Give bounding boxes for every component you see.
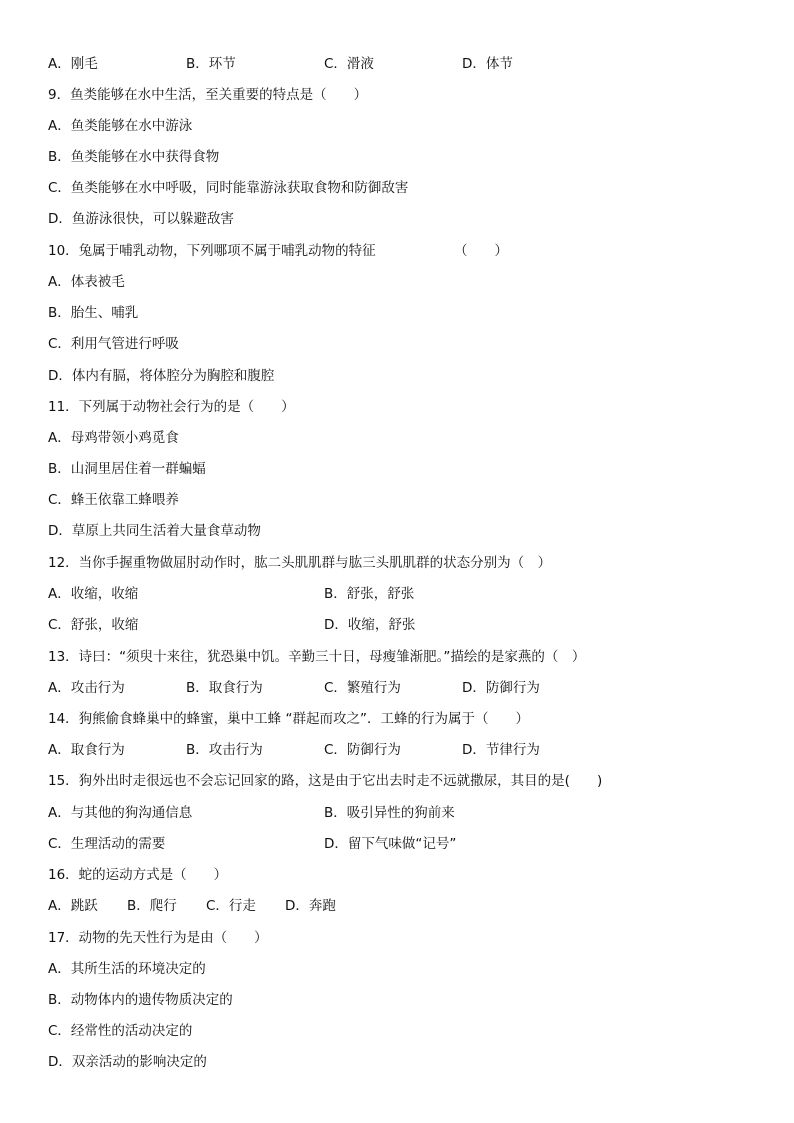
q9-option-c: C．鱼类能够在水中呼吸，同时能靠游泳获取食物和防御敌害 (48, 180, 409, 196)
q13-option-a: A．攻击行为 (48, 680, 125, 696)
q8-option-a: A．刚毛 (48, 56, 98, 72)
q15-option-c: C．生理活动的需要 (48, 836, 166, 852)
q14-stem: 14．狗熊偷食蜂巢中的蜂蜜，巢中工蜂 “群起而攻之”．工蜂的行为属于（ ） (48, 711, 529, 727)
q9-stem: 9．鱼类能够在水中生活，至关重要的特点是（ ） (48, 87, 368, 103)
q13-option-c: C．繁殖行为 (324, 680, 401, 696)
q12-option-c: C．舒张，收缩 (48, 617, 139, 633)
q13-option-b: B．取食行为 (186, 680, 263, 696)
q13-stem: 13．诗曰：“须臾十来往，犹恐巢中饥。辛勤三十日，母瘦雏渐肥。”描绘的是家燕的（ ） (48, 649, 586, 665)
q15-option-b: B．吸引异性的狗前来 (324, 805, 455, 821)
q17-stem: 17．动物的先天性行为是由（ ） (48, 930, 268, 946)
q10-stem: 10．兔属于哺乳动物，下列哪项不属于哺乳动物的特征 (48, 243, 376, 259)
q8-option-d: D．体节 (462, 56, 513, 72)
q12-option-d: D．收缩，舒张 (324, 617, 416, 633)
q17-option-a: A．其所生活的环境决定的 (48, 961, 206, 977)
q12-option-b: B．舒张，舒张 (324, 586, 415, 602)
q12-option-a: A．收缩，收缩 (48, 586, 139, 602)
q14-option-b: B．攻击行为 (186, 742, 263, 758)
q17-option-c: C．经常性的活动决定的 (48, 1023, 193, 1039)
q14-option-a: A．取食行为 (48, 742, 125, 758)
q12-stem: 12．当你手握重物做屈肘动作时，肱二头肌肌群与肱三头肌肌群的状态分别为（ ） (48, 555, 552, 571)
q16-option-d: D．奔跑 (285, 898, 336, 914)
q16-stem: 16．蛇的运动方式是（ ） (48, 867, 228, 883)
q8-option-c: C．滑液 (324, 56, 374, 72)
q14-option-c: C．防御行为 (324, 742, 401, 758)
q10-option-b: B．胎生、哺乳 (48, 305, 139, 321)
q10-answer-paren: （ ） (454, 243, 508, 259)
q9-option-b: B．鱼类能够在水中获得食物 (48, 149, 220, 165)
q16-option-a: A．跳跃 (48, 898, 98, 914)
q15-option-a: A．与其他的狗沟通信息 (48, 805, 193, 821)
q16-option-b: B．爬行 (127, 898, 177, 914)
q11-stem: 11．下列属于动物社会行为的是（ ） (48, 399, 295, 415)
q8-option-b: B．环节 (186, 56, 236, 72)
q11-option-a: A．母鸡带领小鸡觅食 (48, 430, 179, 446)
q16-option-c: C．行走 (206, 898, 256, 914)
q17-option-d: D．双亲活动的影响决定的 (48, 1054, 207, 1070)
q14-option-d: D．节律行为 (462, 742, 540, 758)
q11-option-c: C．蜂王依靠工蜂喂养 (48, 492, 179, 508)
q11-option-d: D．草原上共同生活着大量食草动物 (48, 523, 261, 539)
q9-option-a: A．鱼类能够在水中游泳 (48, 118, 193, 134)
q17-option-b: B．动物体内的遗传物质决定的 (48, 992, 233, 1008)
q11-option-b: B．山洞里居住着一群蝙蝠 (48, 461, 206, 477)
q10-option-d: D．体内有膈，将体腔分为胸腔和腹腔 (48, 368, 275, 384)
q9-option-d: D．鱼游泳很快，可以躲避敌害 (48, 211, 234, 227)
q13-option-d: D．防御行为 (462, 680, 540, 696)
q10-option-c: C．利用气管进行呼吸 (48, 336, 179, 352)
q10-option-a: A．体表被毛 (48, 274, 125, 290)
q15-option-d: D．留下气味做“记号” (324, 836, 457, 852)
q15-stem: 15．狗外出时走很远也不会忘记回家的路，这是由于它出去时走不远就撒尿，其目的是( ) (48, 773, 603, 789)
